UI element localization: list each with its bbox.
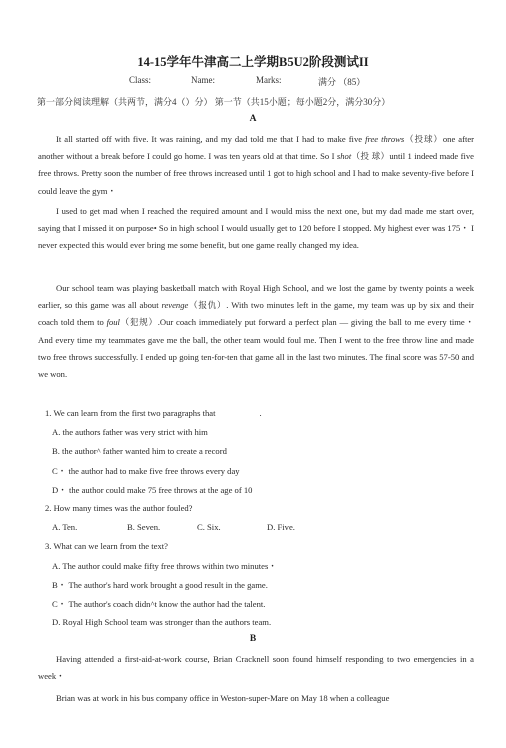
class-label: Class: — [129, 75, 152, 85]
section-intro: 第一部分阅读理解（共两节，满分4（）分） 第一节（共15小题；每小题2分，满分30分） — [37, 97, 391, 107]
question-1-stem: 1. We can learn from the first two paragraphs that . — [45, 408, 262, 418]
question-1-option-b: B. the author^ father wanted him to create a record — [52, 446, 227, 456]
question-3-option-c: C・ The author's coach didn^t know the author had the talent. — [52, 599, 266, 609]
question-2-option-c: C. Six. — [197, 522, 221, 532]
question-2-option-a: A. Ten. — [52, 522, 78, 532]
passage-a-paragraph-3: Our school team was playing basketball match with Royal High School, and we lost the game by twenty points a week earlier, so this game was all about revenge（报仇）. With two minutes left in the game, my team was up by six and their coach told them to foul（犯规）.Our coach immediately put forward a perfect plan — giving the ball to me every time・ And every time my teammates gave me the ball, the other team would foul me. Then I went to the free throw line and made two free throws successfully. I ended up going ten-for-ten that game all in the last two minutes. The final score was 57-50 and we won. — [38, 283, 474, 380]
question-3-option-d: D. Royal High School team was stronger than the authors team. — [52, 617, 272, 627]
question-3-option-a: A. The author could make fifty free throws within two minutes・ — [52, 561, 277, 571]
question-3-option-b: B・ The author's hard work brought a good result in the game. — [52, 580, 268, 590]
passage-a-paragraph-2: I used to get mad when I reached the required amount and I would miss the next one, but my dad made me start over, saying that I missed it on purpose• So in high school I would usually get to 120 before I stopped. My highest ever was 175・ I never expected this would ever bring me some benefit, but one game really changed my idea. — [38, 206, 474, 251]
passage-b-heading: B — [249, 634, 257, 644]
name-label: Name: — [191, 75, 215, 85]
exam-title: 14-15学年牛津高二上学期B5U2阶段测试II — [137, 55, 369, 69]
full-score: 满分 （85） — [318, 77, 366, 87]
question-2-stem: 2. How many times was the author fouled? — [45, 503, 193, 513]
question-2-option-b: B. Seven. — [127, 522, 161, 532]
marks-label: Marks: — [256, 75, 282, 85]
question-1-option-a: A. the authors father was very strict with him — [52, 427, 208, 437]
passage-b-paragraph-2: Brian was at work in his bus company office in Weston-super-Mare on May 18 when a colleague — [56, 693, 390, 703]
question-1-option-d: D・ the author could make 75 free throws at the age of 10 — [52, 485, 253, 495]
question-3-stem: 3. What can we learn from the text? — [45, 541, 168, 551]
question-1-option-c: C・ the author had to make five free throws every day — [52, 466, 240, 476]
passage-a-paragraph-1: It all started off with five. It was raining, and my dad told me that I had to make five free throws（投球）one after another without a break before I could go home. I was ten years old at that time. So I shot（投 球）until 1 indeed made five free throws. Pretty soon the number of free throws increased until 1 got to high school and I had to make seventy-five before I could leave the gym・ — [38, 134, 475, 196]
passage-a-heading: A — [249, 114, 257, 124]
question-2-option-d: D. Five. — [267, 522, 295, 532]
passage-b-paragraph-1: Having attended a first-aid-at-work course, Brian Cracknell soon found himself responding to two emergencies in a week・ — [38, 654, 474, 682]
